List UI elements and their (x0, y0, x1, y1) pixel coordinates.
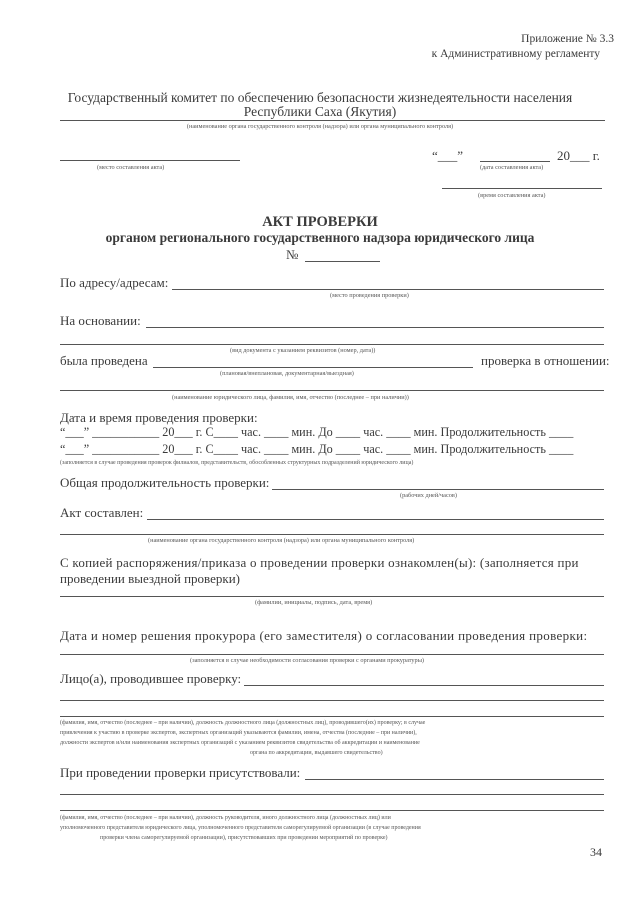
page-number: 34 (590, 845, 602, 859)
org-name-line-2: Республики Саха (Якутия) (243, 104, 397, 119)
prosecutor-text: Дата и номер решения прокурора (его заместителя) о согласовании проведения проверки: (60, 628, 588, 643)
act-number-label: № (286, 247, 299, 262)
drawn-caption: (наименование органа государственного контроля (надзора) или органа муниципального контроля) (148, 537, 415, 544)
persons-caption-2: привлечения к участию в проверке экспертов, экспертных организаций указываются фамилии, имена, отчества (последние – при наличии), (60, 730, 417, 736)
date-month-field[interactable] (480, 161, 550, 162)
persons-field-3[interactable] (60, 716, 604, 717)
present-caption-3: проверки члена саморегулируемой организации), присутствовавших при проведении мероприятий по проверке) (100, 835, 388, 841)
persons-label: Лицо(а), проводившее проверку: (60, 671, 242, 686)
org-name-line-1: Государственный комитет по обеспечению безопасности жизнедеятельности населения (67, 90, 573, 105)
total-duration-caption: (рабочих дней/часов) (400, 492, 457, 499)
time-caption: (время составления акта) (478, 192, 546, 199)
drawn-label: Акт составлен: (60, 505, 144, 520)
conducted-caption: (плановая/внеплановая, документарная/выездная) (220, 370, 354, 377)
persons-caption-4: органа по аккредитации, выдавшего свидетельство) (250, 750, 383, 756)
drawn-field-1[interactable] (147, 519, 604, 520)
present-field-3[interactable] (60, 810, 604, 811)
present-field-1[interactable] (305, 779, 604, 780)
present-label: При проведении проверки присутствовали: (60, 765, 301, 780)
present-caption-1: (фамилия, имя, отчество (последнее – при наличии), должность руководителя, иного должностного лица (должностных лиц) или (60, 815, 391, 821)
prosecutor-field[interactable] (60, 654, 604, 655)
act-title: АКТ ПРОВЕРКИ (262, 214, 378, 230)
org-name-underline (60, 120, 605, 121)
address-field[interactable] (172, 289, 604, 290)
entity-field[interactable] (60, 390, 604, 391)
datetime-row-2[interactable]: “___” ___________ 20___ г. С____ час. ____ мин. До ____ час. ____ мин. Продолжительность ____ (60, 442, 574, 456)
basis-field-2[interactable] (60, 344, 604, 345)
appendix-line-2: к Административному регламенту (431, 48, 600, 60)
familiar-caption: (фамилии, инициалы, подпись, дата, время) (255, 599, 373, 606)
entity-caption: (наименование юридического лица, фамилия, имя, отчество (последнее – при наличии)) (172, 394, 409, 401)
persons-caption-3: должности экспертов и/или наименования экспертных организаций с указанием реквизитов свидетельства об аккредитации и наименование (60, 740, 420, 746)
present-caption-2: уполномоченного представителя юридического лица, уполномоченного представителя саморегулируемой организации (в случае проведения (60, 825, 421, 831)
date-day: “___” (432, 148, 464, 163)
place-caption: (место составления акта) (97, 164, 165, 171)
conducted-label: была проведена (60, 353, 148, 368)
basis-label: На основании: (60, 313, 141, 328)
drawn-field-2[interactable] (60, 534, 604, 535)
appendix-line-1: Приложение № 3.3 (521, 33, 614, 45)
persons-caption-1: (фамилия, имя, отчество (последнее – при наличии), должность должностного лица (должностных лиц), проводившего(их) проверку; в случае (60, 720, 426, 726)
date-caption: (дата составления акта) (480, 164, 544, 171)
basis-field-1[interactable] (146, 327, 604, 328)
present-field-2[interactable] (60, 794, 604, 795)
place-field[interactable] (60, 160, 240, 161)
familiar-text-line-2: проведении выездной проверки) (60, 571, 240, 586)
familiar-text-line-1: С копией распоряжения/приказа о проведении проверки ознакомлен(ы): (заполняется при (60, 555, 579, 570)
conducted-right-label: проверка в отношении: (481, 353, 610, 368)
conducted-type-field[interactable] (153, 367, 473, 368)
datetime-caption: (заполняется в случае проведения проверок филиалов, представительств, обособленных структурных подразделений юридического лица) (60, 460, 414, 466)
address-caption: (место проведения проверки) (330, 292, 409, 299)
persons-field-2[interactable] (60, 700, 604, 701)
datetime-label: Дата и время проведения проверки: (60, 410, 258, 425)
basis-caption: (вид документа с указанием реквизитов (номер, дата)) (230, 347, 376, 354)
persons-field-1[interactable] (244, 685, 604, 686)
datetime-row-1[interactable]: “___” ___________ 20___ г. С____ час. ____ мин. До ____ час. ____ мин. Продолжительность ____ (60, 425, 574, 439)
org-name-caption: (наименование органа государственного контроля (надзора) или органа муниципального контроля) (186, 123, 454, 130)
prosecutor-caption: (заполняется в случае необходимости согласования проверки с органами прокуратуры) (190, 657, 425, 664)
total-duration-label: Общая продолжительность проверки: (60, 475, 270, 490)
total-duration-field[interactable] (272, 489, 604, 490)
address-label: По адресу/адресам: (60, 275, 169, 290)
familiar-field[interactable] (60, 596, 604, 597)
date-year: 20___ г. (557, 148, 600, 163)
act-number-field[interactable] (305, 261, 380, 262)
time-field[interactable] (442, 188, 602, 189)
act-subtitle: органом регионального государственного надзора юридического лица (105, 230, 535, 245)
